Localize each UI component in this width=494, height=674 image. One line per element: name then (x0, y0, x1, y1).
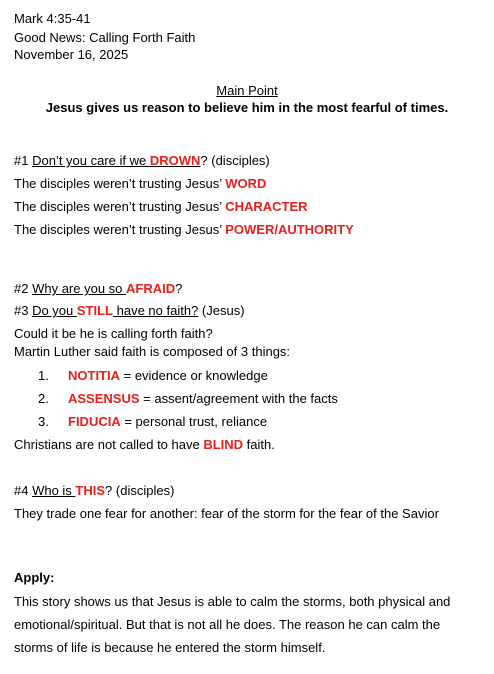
list-item (38, 414, 267, 430)
main-point-text: Jesus gives us reason to believe him in the most fearful of times. (45, 100, 449, 115)
list-text: = personal trust, reliance (120, 414, 268, 429)
apply-line: storms of life is because he entered the storm himself. (14, 640, 326, 655)
question-4-text: Who is (32, 483, 76, 498)
fear-line: They trade one fear for another: fear of the storm for the fear of the Savior (14, 506, 439, 521)
question-1-keyword: DROWN (149, 153, 201, 168)
scripture-reference: Mark 4:35-41 (14, 11, 91, 26)
trust-line-word (14, 176, 266, 192)
list-number: 1. (38, 368, 49, 383)
luther-line: Martin Luther said faith is composed of 3 things: (14, 344, 291, 359)
trust-line-keyword: WORD (225, 176, 267, 191)
question-2 (14, 281, 182, 297)
trust-line-text: The disciples weren’t trusting Jesus’ (14, 176, 226, 191)
question-4-suffix: ? (disciples) (105, 483, 175, 498)
question-2-number: #2 (14, 281, 33, 296)
question-3 (14, 303, 245, 319)
question-2-text: Why are you so (32, 281, 127, 296)
list-keyword: FIDUCIA (68, 414, 121, 429)
calling-line: Could it be he is calling forth faith? (14, 326, 213, 341)
question-4-underlined (32, 483, 75, 498)
list-number: 3. (38, 414, 49, 429)
question-1-underlined (32, 153, 200, 168)
question-2-underlined (32, 281, 126, 296)
trust-line-power (14, 222, 354, 238)
question-4-number: #4 (14, 483, 33, 498)
question-3-keyword: STILL (76, 303, 113, 318)
list-item (38, 368, 268, 384)
question-3-number: #3 (14, 303, 33, 318)
question-1-text: Don’t you care if we (32, 153, 150, 168)
list-text: = assent/agreement with the facts (139, 391, 338, 406)
main-point-label (0, 83, 494, 99)
list-keyword: ASSENSUS (68, 391, 140, 406)
apply-heading: Apply: (14, 570, 55, 585)
question-3-underlined-a: Do you (32, 303, 77, 318)
blind-faith-suffix: faith. (243, 437, 275, 452)
blind-faith-line (14, 437, 275, 453)
sermon-date: November 16, 2025 (14, 47, 129, 62)
trust-line-character (14, 199, 308, 215)
question-4 (14, 483, 174, 499)
list-item (38, 391, 338, 407)
main-point-label-text: Main Point (216, 83, 278, 98)
blind-faith-text: Christians are not called to have (14, 437, 204, 452)
list-number: 2. (38, 391, 49, 406)
apply-line: This story shows us that Jesus is able to calm the storms, both physical and (14, 594, 451, 609)
trust-line-text: The disciples weren’t trusting Jesus’ (14, 199, 226, 214)
trust-line-text: The disciples weren’t trusting Jesus’ (14, 222, 226, 237)
question-2-keyword: AFRAID (126, 281, 176, 296)
list-text: = evidence or knowledge (120, 368, 268, 383)
question-3-underlined-b: have no faith? (113, 303, 199, 318)
trust-line-keyword: CHARACTER (225, 199, 308, 214)
apply-line: emotional/spiritual. But that is not all he does. The reason he can calm the (14, 617, 441, 632)
question-1-suffix: ? (disciples) (200, 153, 270, 168)
list-keyword: NOTITIA (68, 368, 120, 383)
trust-line-keyword: POWER/AUTHORITY (225, 222, 354, 237)
question-1 (14, 153, 270, 169)
sermon-title: Good News: Calling Forth Faith (14, 30, 196, 45)
question-2-suffix: ? (175, 281, 183, 296)
question-1-number: #1 (14, 153, 33, 168)
question-3-suffix: (Jesus) (198, 303, 245, 318)
question-4-keyword: THIS (75, 483, 106, 498)
blind-faith-keyword: BLIND (203, 437, 244, 452)
